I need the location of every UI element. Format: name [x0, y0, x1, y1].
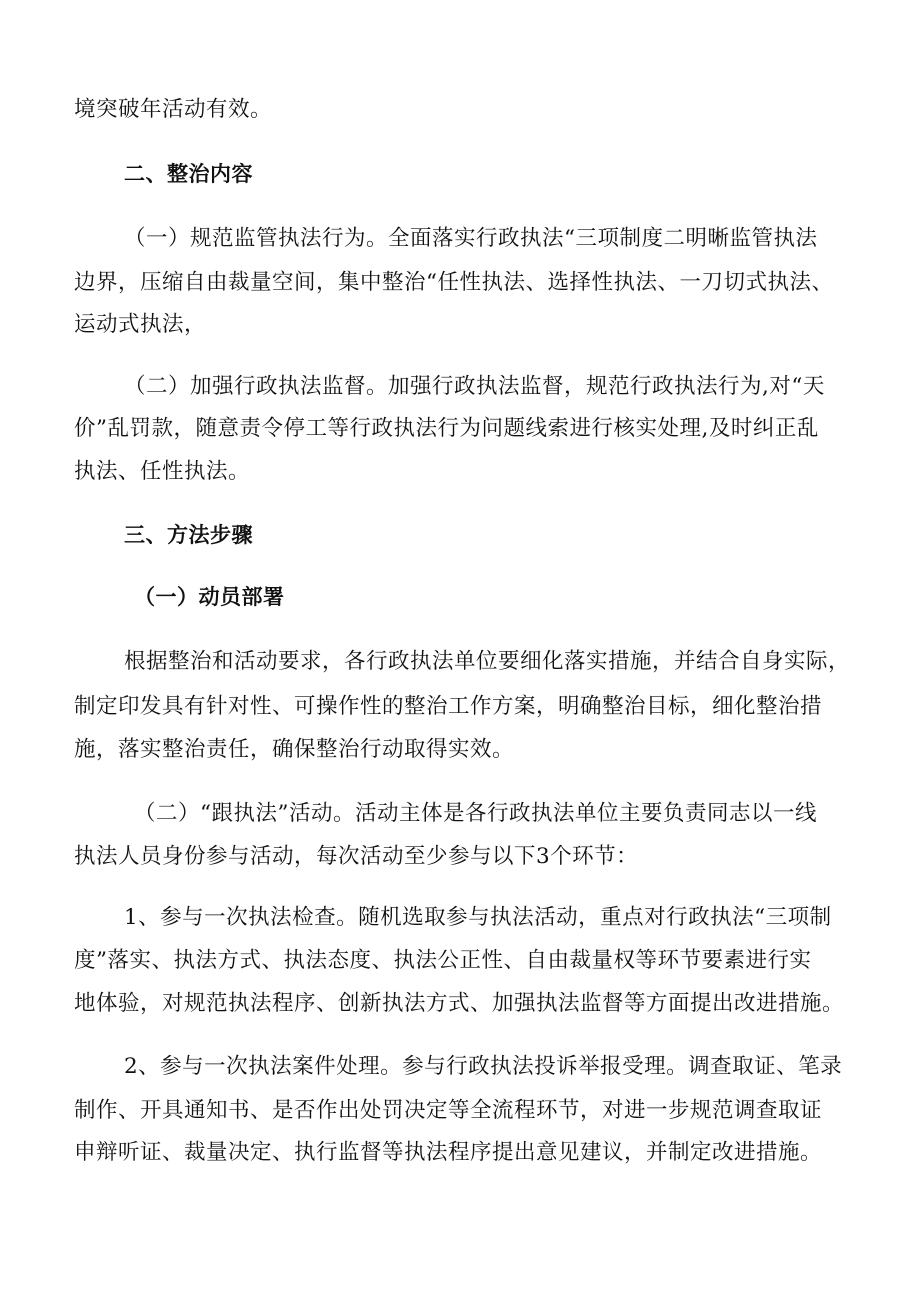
item2-line3: 执法、任性执法。 — [74, 459, 251, 484]
item2-line1: （二）加强行政执法监督。加强行政执法监督，规范行政执法行为,对“天 — [124, 374, 825, 399]
item1-line1: （一）规范监管执法行为。全面落实行政执法“三项制度二明晰监管执法 — [124, 226, 818, 251]
paragraph-continuation: 境突破年活动有效。 — [74, 97, 273, 122]
step2-line3: 申辩听证、裁量决定、执行监督等执法程序提出意见建议，并制定改进措施。 — [74, 1140, 823, 1165]
item1-line2: 边界，压缩自由裁量空间，集中整治“任性执法、选择性执法、一刀切式执法、 — [74, 270, 834, 295]
section-heading-method-steps: 三、方法步骤 — [124, 523, 253, 547]
subsection-heading-mobilization: （一）动员部署 — [134, 585, 285, 609]
item2-line2: 价”乱罚款，随意责令停工等行政执法行为问题线索进行核实处理,及时纠正乱 — [74, 416, 819, 441]
section-heading-rectification-content: 二、整治内容 — [124, 162, 253, 186]
item1-line3: 运动式执法， — [74, 312, 207, 337]
follow-line1: （二）“跟执法”活动。活动主体是各行政执法单位主要负责同志以一线 — [134, 801, 817, 826]
mobilize-line2: 制定印发具有针对性、可操作性的整治工作方案，明确整治目标，细化整治措 — [74, 694, 823, 719]
follow-line2: 执法人员身份参与活动，每次活动至少参与以下3个环节： — [74, 844, 639, 869]
step1-line1: 1、参与一次执法检查。随机选取参与执法活动，重点对行政执法“三项制 — [124, 905, 832, 930]
mobilize-line3: 施，落实整治责任，确保整治行动取得实效。 — [74, 737, 515, 762]
step2-line1: 2、参与一次执法案件处理。参与行政执法投诉举报受理。调查取证、笔录 — [124, 1054, 843, 1079]
step2-line2: 制作、开具通知书、是否作出处罚决定等全流程环节，对进一步规范调查取证 — [74, 1098, 823, 1123]
step1-line2: 度”落实、执法方式、执法态度、执法公正性、自由裁量权等环节要素进行实 — [74, 948, 812, 973]
step1-line3: 地体验，对规范执法程序、创新执法方式、加强执法监督等方面提出改进措施。 — [74, 991, 845, 1016]
mobilize-line1: 根据整治和活动要求，各行政执法单位要细化落实措施，并结合自身实际， — [124, 649, 851, 674]
